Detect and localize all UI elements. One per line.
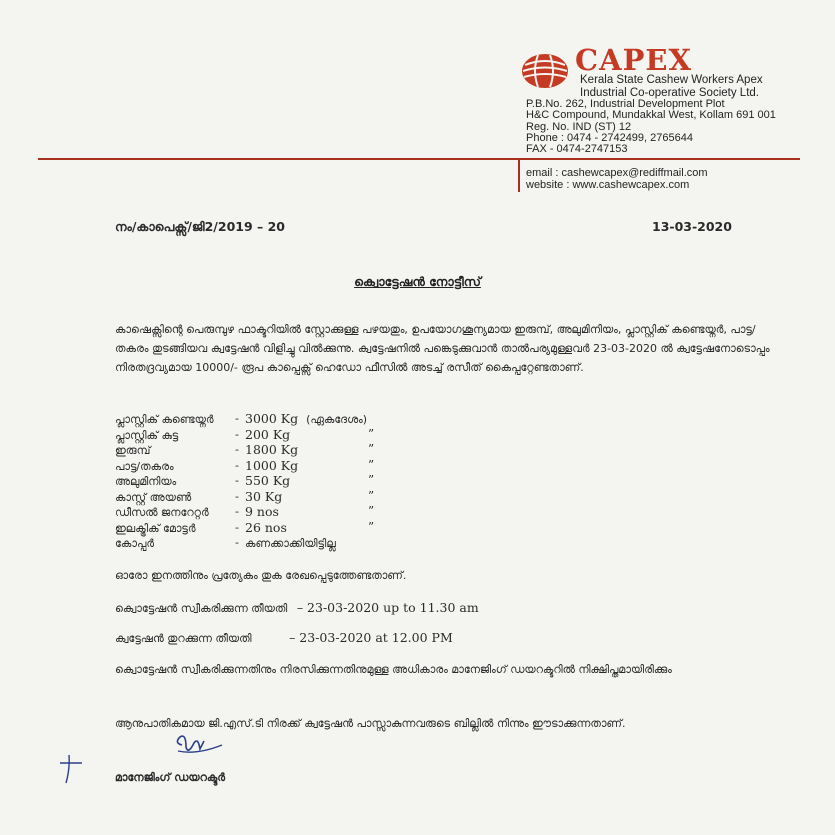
reference-number: നം/കാപെക്സ്/ജി2/2019 – 20: [115, 219, 286, 234]
item-dash: -: [235, 520, 239, 534]
organization-name: [580, 74, 763, 100]
item-ditto-mark: ”: [368, 488, 375, 503]
item-quantity: 200 Kg: [245, 426, 291, 442]
letterhead-divider-tick: [518, 158, 520, 192]
item-ditto-mark: ”: [368, 426, 375, 441]
opening-date-value: – 23-03-2020 at 12.00 PM: [289, 630, 453, 645]
item-name: ഇലക്ട്രിക് മോട്ടർ: [115, 521, 196, 535]
address-line: P.B.No. 262, Industrial Development Plot: [526, 98, 725, 110]
item-ditto-mark: ”: [368, 473, 375, 487]
item-dash: -: [235, 474, 239, 487]
item-name: കാസ്റ്റ് അയൺ: [115, 490, 192, 504]
item-quantity: 1000 Kg: [245, 457, 299, 473]
item-quantity: 26 nos: [245, 519, 287, 535]
item-quantity: 1800 Kg: [245, 442, 299, 457]
receipt-date-label: ക്വൊട്ടേഷൻ സ്വീകരിക്കുന്ന തീയതി: [115, 602, 288, 615]
item-ditto-mark: ”: [368, 504, 375, 518]
item-ditto-mark: ”: [368, 442, 375, 456]
org-line-1: Kerala State Cashew Workers Apex: [580, 74, 763, 86]
registration-line: Reg. No. IND (ST) 12: [526, 120, 632, 133]
opening-date-row: [115, 630, 453, 646]
item-quantity: 550 Kg: [245, 473, 291, 488]
item-name: ഇരുമ്പ്: [115, 444, 151, 457]
opening-date-label: ക്വട്ടേഷൻ തുറക്കുന്ന തീയതി: [115, 632, 252, 645]
org-line-2: Industrial Co-operative Society Ltd.: [580, 87, 759, 99]
phone-line: Phone : 0474 - 2742499, 2765644: [526, 131, 693, 144]
item-dash: -: [235, 458, 239, 472]
item-quantity: കണക്കാക്കിയിട്ടില്ല: [245, 537, 336, 550]
gst-note: ആനുപാതികമായ ജി.എസ്.ടി നിരക്ക് ക്വട്ടേഷൻ പാസ്സാകുന്നവരുടെ ബില്ലിൽ നിന്നും ഈടാക്കുന്നതാണ്.: [115, 717, 626, 730]
item-ditto-mark: ”: [368, 519, 375, 534]
item-name: പാട്ട/തകരം: [115, 459, 174, 473]
email-line: email : cashewcapex@rediffmail.com: [526, 167, 708, 179]
address-line: H&C Compound, Mundakkal West, Kollam 691 001: [526, 109, 776, 122]
item-name: പ്ലാസ്റ്റിക് കുട്ട: [115, 428, 179, 442]
web-contact: [526, 167, 708, 191]
separate-amount-note: ഓരോ ഇനത്തിനും പ്രത്യേകം തുക രേഖപ്പെടുത്തേണ്ടതാണ്.: [115, 569, 407, 582]
brand-name: CAPEX: [575, 43, 692, 77]
item-quantity: 3000 Kg (ഏകദേശം): [245, 411, 368, 426]
item-name: പ്ലാസ്റ്റിക് കണ്ടെയ്നർ: [115, 413, 214, 426]
item-name: കോപ്പർ: [115, 537, 155, 550]
item-name: ഡീസൽ ജനറേറ്റർ: [115, 506, 209, 519]
intro-paragraph: കാഷെക്സിന്റെ പെരുമ്പുഴ ഫാക്ടറിയിൽ സ്റ്റോക്കുള്ള പഴയതും, ഉപയോഗശൂന്യമായ ഇരുമ്പ്, അലുമിനിയം, പ്ലാസ്റ്റിക് കണ്ടെയ്നർ, പാട്ട/തകരം തുടങ്ങിയവ ക്വട്ടേഷൻ വിളിച്ചു വിൽക്കുന്നു. ക്വട്ടേഷനിൽ പങ്കെടുക്കുവാൻ താൽപര്യമുള്ളവർ 23-03-2020 ൽ ക്വട്ടേഷനോടൊപ്പം നിരതദ്രവ്യമായ 10000/- രൂപ കാപ്പെക്സ് ഹെഡോ ഫീസിൽ അടച്ച് രസീത് കൈപ്പറ്റേണ്ടതാണ്.: [115, 323, 770, 374]
signatory-title: മാനേജിംഗ് ഡയറക്ടർ: [115, 771, 226, 784]
item-note: (ഏകദേശം): [306, 413, 368, 426]
item-quantity: 9 nos: [245, 504, 279, 519]
item-ditto-mark: ”: [368, 457, 375, 472]
notice-date: 13-03-2020: [652, 219, 732, 234]
notice-title: ക്വൊട്ടേഷൻ നോട്ടീസ്: [354, 274, 481, 289]
item-dash: -: [235, 505, 239, 518]
authority-note: ക്വൊട്ടേഷൻ സ്വീകരിക്കുന്നതിനും നിരസിക്കുന്നതിനുമുള്ള അധികാരം മാനേജിംഗ് ഡയറക്ടറിൽ നിക്ഷിപ്തമായിരിക്കും: [115, 663, 672, 676]
item-dash: -: [235, 489, 239, 503]
item-dash: -: [235, 427, 239, 441]
receipt-date-row: [115, 600, 479, 616]
contact-block: [526, 99, 776, 155]
capex-logo-icon: [520, 52, 570, 90]
receipt-date-value: – 23-03-2020 up to 11.30 am: [296, 600, 479, 615]
website-line: website : www.cashewcapex.com: [526, 179, 690, 191]
item-quantity: 30 Kg: [245, 488, 283, 504]
item-dash: -: [235, 443, 239, 456]
item-dash: -: [235, 412, 239, 425]
item-name: അലുമിനിയം: [115, 475, 177, 488]
fax-line: FAX - 0474-2747153: [526, 143, 628, 156]
letterhead-divider: [38, 158, 800, 160]
item-dash: -: [235, 536, 239, 549]
